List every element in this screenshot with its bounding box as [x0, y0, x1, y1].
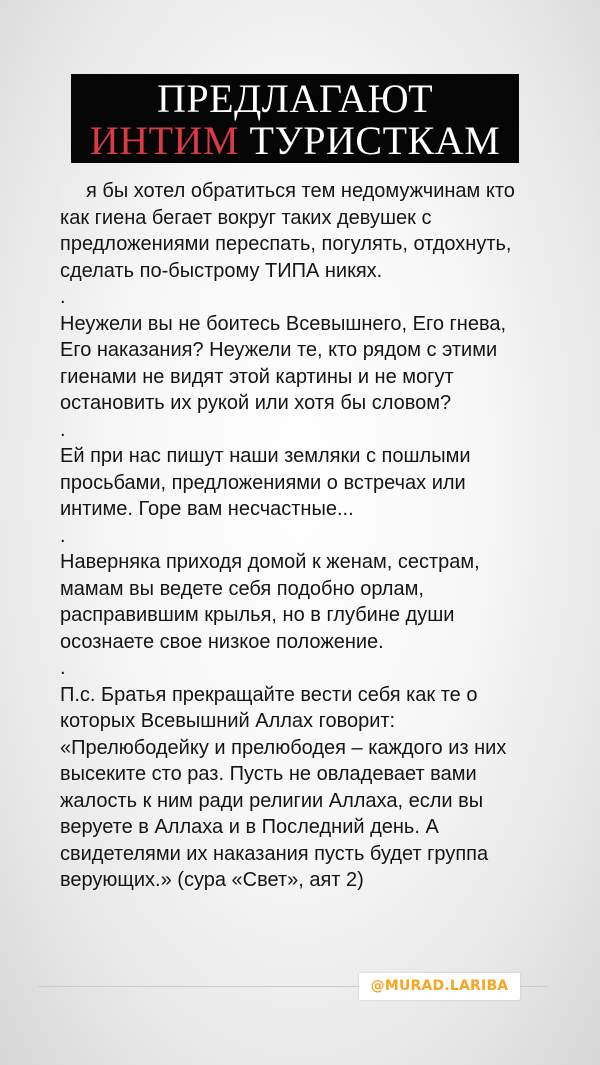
post-paragraph-1	[60, 178, 540, 284]
blurred-name	[60, 182, 84, 200]
post-paragraph-4: Наверняка приходя домой к женам, сестрам, мамам вы ведете себя подобно орлам, расправившим крылья, но в глубине души осознаете свое низкое положение.	[60, 551, 480, 653]
separator-dot: .	[60, 524, 66, 547]
post-body	[60, 178, 540, 894]
headline-banner	[71, 74, 519, 163]
headline-line-1: ПРЕДЛАГАЮТ	[156, 76, 434, 121]
post-paragraph-2: Неужели вы не боитесь Всевышнего, Его гнева, Его наказания? Неужели те, кто рядом с этими гиенами не видят этой картины и не могут остановить их рукой или хотя бы словом?	[60, 312, 507, 414]
headline-line-2	[71, 118, 519, 163]
headline-accent-word: ИНТИМ	[89, 118, 240, 163]
headline-line-2-rest: ТУРИСТКАМ	[239, 118, 501, 163]
post-paragraph-1-text: я бы хотел обратиться тем недомужчинам кто как гиена бегает вокруг таких девушек с предложениями переспать, погулять, отдохнуть, сделать по-быстрому ТИПА никях.	[60, 180, 515, 282]
separator-dot: .	[60, 286, 66, 308]
separator-dot: .	[60, 657, 66, 679]
separator-dot: .	[60, 418, 66, 441]
post-paragraph-5: П.с. Братья прекращайте вести себя как те о которых Всевышний Аллах говорит: «Прелюбодейку и прелюбодея – каждого из них высеките сто раз. Пусть не овладевает вами жалость к ним ради религии Аллаха, если вы веруете в Аллаха и в Последний день. А свидетелями их наказания пусть будет группа верующих.» (сура «Свет», аят 2)	[60, 683, 507, 891]
post-paragraph-3: Ей при нас пишут наши земляки с пошлыми просьбами, предложениями о встречах или интиме. Горе вам несчастные...	[60, 445, 471, 520]
author-handle-tag[interactable]: @MURAD.LARIBA	[359, 973, 520, 1000]
